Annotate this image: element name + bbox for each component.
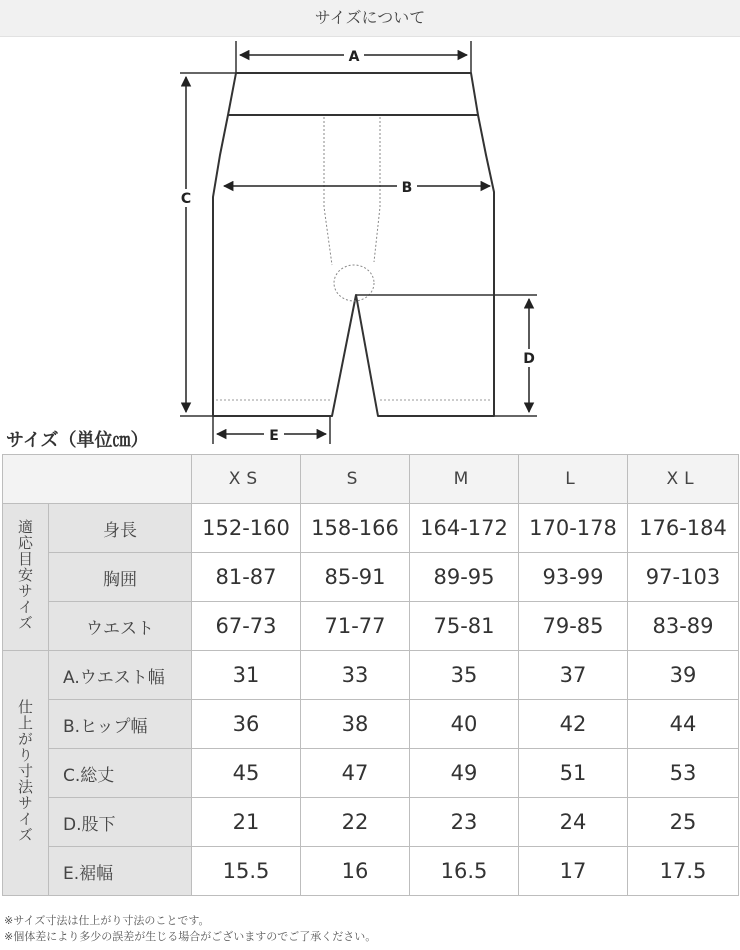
table-cell: 158-166: [301, 504, 410, 553]
table-row-inseam: [3, 798, 739, 847]
size-header-row: [3, 455, 739, 504]
table-cell: 16.5: [410, 847, 519, 896]
table-cell: 24: [519, 798, 628, 847]
table-cell: 40: [410, 700, 519, 749]
row-label-chest: 胸囲: [49, 553, 192, 602]
size-table-title: サイズ（単位㎝）: [6, 430, 149, 451]
table-cell: 15.5: [192, 847, 301, 896]
table-cell: 25: [628, 798, 739, 847]
dimension-c-label: C: [180, 191, 192, 207]
table-cell: 38: [301, 700, 410, 749]
table-cell: 176-184: [628, 504, 739, 553]
row-label-height: 身長: [49, 504, 192, 553]
dimension-a-label: A: [348, 49, 360, 65]
row-label-waist: ウエスト: [49, 602, 192, 651]
size-header-s: S: [301, 455, 410, 504]
table-cell: 93-99: [519, 553, 628, 602]
table-cell: 97-103: [628, 553, 739, 602]
table-cell: 36: [192, 700, 301, 749]
table-cell: 75-81: [410, 602, 519, 651]
row-label-hip-width: B.ヒップ幅: [49, 700, 192, 749]
row-label-inseam: D.股下: [49, 798, 192, 847]
table-row-waist-width: [3, 651, 739, 700]
shorts-measurement-diagram: [0, 37, 740, 445]
dimension-e-label: E: [269, 428, 279, 444]
table-cell: 81-87: [192, 553, 301, 602]
table-row-hem-width: [3, 847, 739, 896]
table-cell: 170-178: [519, 504, 628, 553]
table-cell: 49: [410, 749, 519, 798]
table-row-waist: [3, 602, 739, 651]
table-cell: 33: [301, 651, 410, 700]
table-cell: 21: [192, 798, 301, 847]
size-header-xl: XL: [628, 455, 739, 504]
size-header-m: M: [410, 455, 519, 504]
page-title: サイズについて: [314, 8, 426, 27]
dimension-d-label: D: [523, 351, 535, 367]
table-cell: 35: [410, 651, 519, 700]
dimension-b-label: B: [401, 180, 413, 196]
table-cell: 83-89: [628, 602, 739, 651]
table-cell: 51: [519, 749, 628, 798]
table-row-height: [3, 504, 739, 553]
table-cell: 71-77: [301, 602, 410, 651]
footnote: ※サイズ寸法は仕上がり寸法のことです。: [4, 914, 210, 927]
footnotes: [4, 913, 376, 945]
table-cell: 44: [628, 700, 739, 749]
table-cell: 42: [519, 700, 628, 749]
table-cell: 17: [519, 847, 628, 896]
row-label-total-length: C.総丈: [49, 749, 192, 798]
size-header-xs: XS: [192, 455, 301, 504]
table-row-hip-width: [3, 700, 739, 749]
footnote: ※個体差により多少の誤差が生じる場合がございますのでご了承ください。: [4, 930, 377, 943]
table-row-chest: [3, 553, 739, 602]
group-label-fit-guide: 適応目安サイズ: [3, 504, 49, 651]
table-cell: 164-172: [410, 504, 519, 553]
table-cell: 22: [301, 798, 410, 847]
row-label-hem-width: E.裾幅: [49, 847, 192, 896]
table-cell: 16: [301, 847, 410, 896]
table-cell: 152-160: [192, 504, 301, 553]
size-header-l: L: [519, 455, 628, 504]
table-row-total-length: [3, 749, 739, 798]
page-header: [0, 0, 740, 37]
table-cell: 89-95: [410, 553, 519, 602]
corner-cell: [3, 455, 192, 504]
table-cell: 39: [628, 651, 739, 700]
table-cell: 31: [192, 651, 301, 700]
table-cell: 53: [628, 749, 739, 798]
table-cell: 23: [410, 798, 519, 847]
table-cell: 67-73: [192, 602, 301, 651]
table-cell: 37: [519, 651, 628, 700]
table-cell: 47: [301, 749, 410, 798]
table-cell: 45: [192, 749, 301, 798]
table-cell: 17.5: [628, 847, 739, 896]
shorts-outline: [213, 73, 494, 416]
table-cell: 79-85: [519, 602, 628, 651]
table-cell: 85-91: [301, 553, 410, 602]
size-table: [2, 454, 739, 896]
row-label-waist-width: A.ウエスト幅: [49, 651, 192, 700]
group-label-finished-size: 仕上がり寸法サイズ: [3, 651, 49, 896]
